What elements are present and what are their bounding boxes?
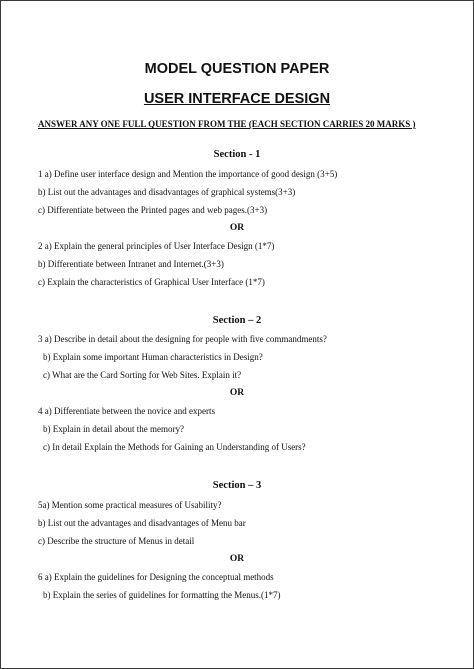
question-6a: 6 a) Explain the guidelines for Designing the conceptual methods bbox=[38, 572, 274, 582]
question-5b: b) List out the advantages and disadvantages of Menu bar bbox=[38, 518, 246, 528]
question-2b: b) Differentiate between Intranet and Internet.(3+3) bbox=[38, 259, 224, 269]
question-4a: 4 a) Differentiate between the novice and experts bbox=[38, 406, 216, 416]
question-3c: c) What are the Card Sorting for Web Sites. Explain it? bbox=[43, 370, 242, 380]
question-2a: 2 a) Explain the general principles of User Interface Design (1*7) bbox=[38, 241, 275, 251]
section-1-heading: Section - 1 bbox=[213, 149, 261, 160]
question-2c: c) Explain the characteristics of Graphical User Interface (1*7) bbox=[38, 277, 265, 287]
question-3b: b) Explain some important Human characteristics in Design? bbox=[43, 352, 263, 362]
or-separator-3: OR bbox=[229, 554, 245, 564]
question-6b: b) Explain the series of guidelines for formatting the Menus.(1*7) bbox=[43, 590, 281, 600]
question-1b: b) List out the advantages and disadvantages of graphical systems(3+3) bbox=[38, 187, 296, 197]
question-5c: c) Describe the structure of Menus in detail bbox=[38, 536, 195, 546]
instructions: ANSWER ANY ONE FULL QUESTION FROM THE (EACH SECTION CARRIES 20 MARKS ) bbox=[38, 119, 416, 129]
or-separator-2: OR bbox=[229, 388, 245, 398]
question-4b: b) Explain in detail about the memory? bbox=[43, 424, 184, 434]
paper-title: MODEL QUESTION PAPER bbox=[144, 61, 330, 77]
section-2-heading: Section – 2 bbox=[212, 315, 262, 326]
question-5a: 5a) Mention some practical measures of Usability? bbox=[38, 500, 222, 510]
subject-title: USER INTERFACE DESIGN bbox=[143, 91, 331, 107]
question-1c: c) Differentiate between the Printed pages and web pages.(3+3) bbox=[38, 205, 268, 215]
question-4c: c) In detail Explain the Methods for Gaining an Understanding of Users? bbox=[43, 442, 306, 452]
or-separator-1: OR bbox=[229, 223, 245, 233]
question-3a: 3 a) Describe in detail about the designing for people with five commandments? bbox=[38, 334, 327, 344]
section-3-heading: Section – 3 bbox=[212, 480, 262, 491]
question-1a: 1 a) Define user interface design and Mention the importance of good design (3+5) bbox=[38, 169, 338, 179]
